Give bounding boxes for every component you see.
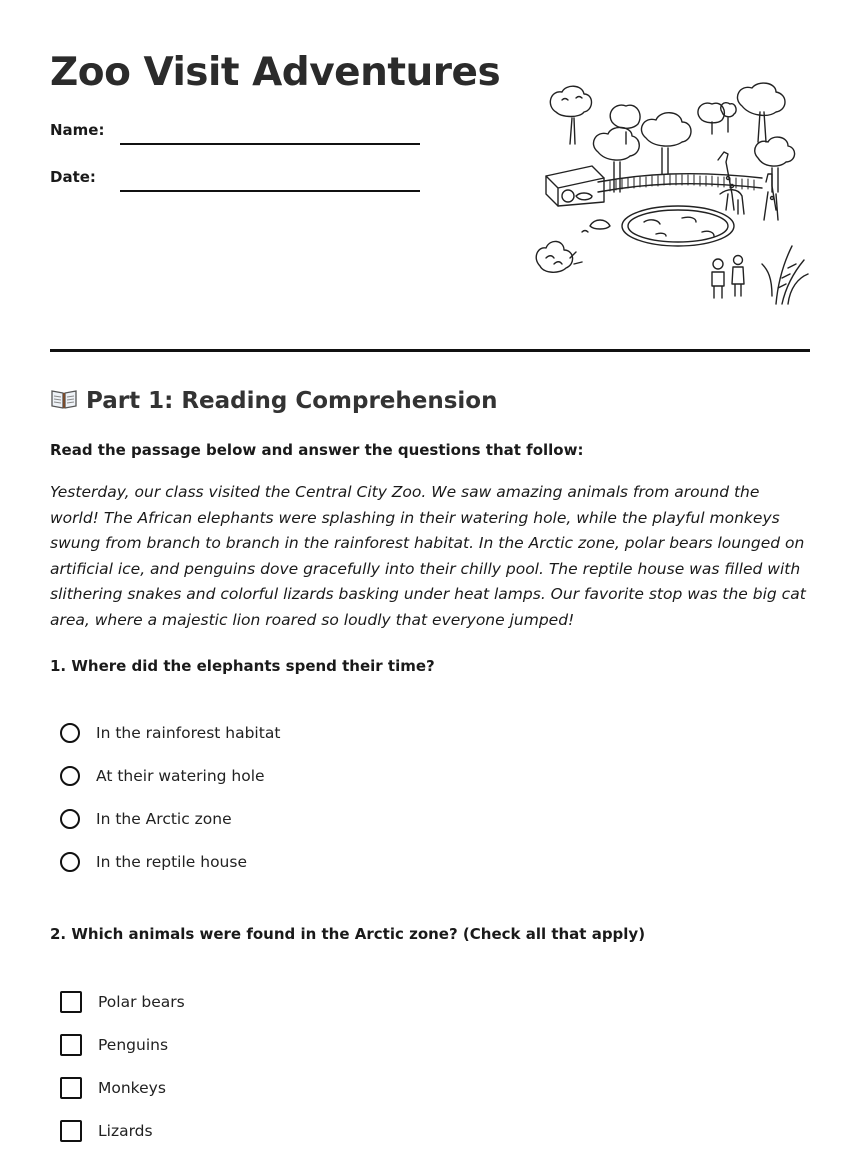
q2-option-2[interactable] (60, 1032, 168, 1058)
part1-heading (50, 388, 497, 414)
checkbox[interactable] (60, 1077, 82, 1099)
name-field[interactable] (120, 143, 420, 145)
option-label: Monkeys (98, 1079, 166, 1097)
radio-button[interactable] (60, 766, 80, 786)
option-label: Lizards (98, 1122, 153, 1140)
question-1: 1. Where did the elephants spend their time? (50, 657, 435, 675)
q1-option-1[interactable] (60, 720, 280, 746)
checkbox[interactable] (60, 1034, 82, 1056)
q2-option-3[interactable] (60, 1075, 166, 1101)
radio-button[interactable] (60, 852, 80, 872)
option-label: In the Arctic zone (96, 810, 232, 828)
option-label: In the reptile house (96, 853, 247, 871)
checkbox[interactable] (60, 1120, 82, 1142)
zoo-illustration (532, 82, 812, 314)
q1-option-3[interactable] (60, 806, 232, 832)
worksheet-title: Zoo Visit Adventures (50, 50, 501, 95)
option-label: At their watering hole (96, 767, 265, 785)
reading-passage: Yesterday, our class visited the Central City Zoo. We saw amazing animals from around the world! The African elephants were splashing in their watering hole, while the playful monkeys swung from branch to branch in the rainforest habitat. In the Arctic zone, polar bears lounged on artificial ice, and penguins dove gracefully into their chilly pool. The reptile house was filled with slithering snakes and colorful lizards basking under heat lamps. Our favorite stop was the big cat area, where a majestic lion roared so loudly that everyone jumped! (50, 483, 806, 629)
option-label: In the rainforest habitat (96, 724, 281, 742)
section-divider (50, 349, 810, 352)
q2-option-1[interactable] (60, 989, 185, 1015)
date-field[interactable] (120, 190, 420, 192)
radio-button[interactable] (60, 723, 80, 743)
option-label: Penguins (98, 1036, 169, 1054)
q2-option-4[interactable] (60, 1118, 153, 1144)
radio-button[interactable] (60, 809, 80, 829)
part1-heading-text: Part 1: Reading Comprehension (86, 388, 498, 414)
q1-option-4[interactable] (60, 849, 247, 875)
date-label: Date: (50, 168, 96, 186)
open-book-icon (50, 388, 78, 410)
question-2: 2. Which animals were found in the Arctic zone? (Check all that apply) (50, 925, 646, 943)
q1-option-2[interactable] (60, 763, 265, 789)
reading-instructions: Read the passage below and answer the questions that follow: (50, 441, 584, 459)
name-label: Name: (50, 121, 105, 139)
checkbox[interactable] (60, 991, 82, 1013)
option-label: Polar bears (98, 993, 185, 1011)
